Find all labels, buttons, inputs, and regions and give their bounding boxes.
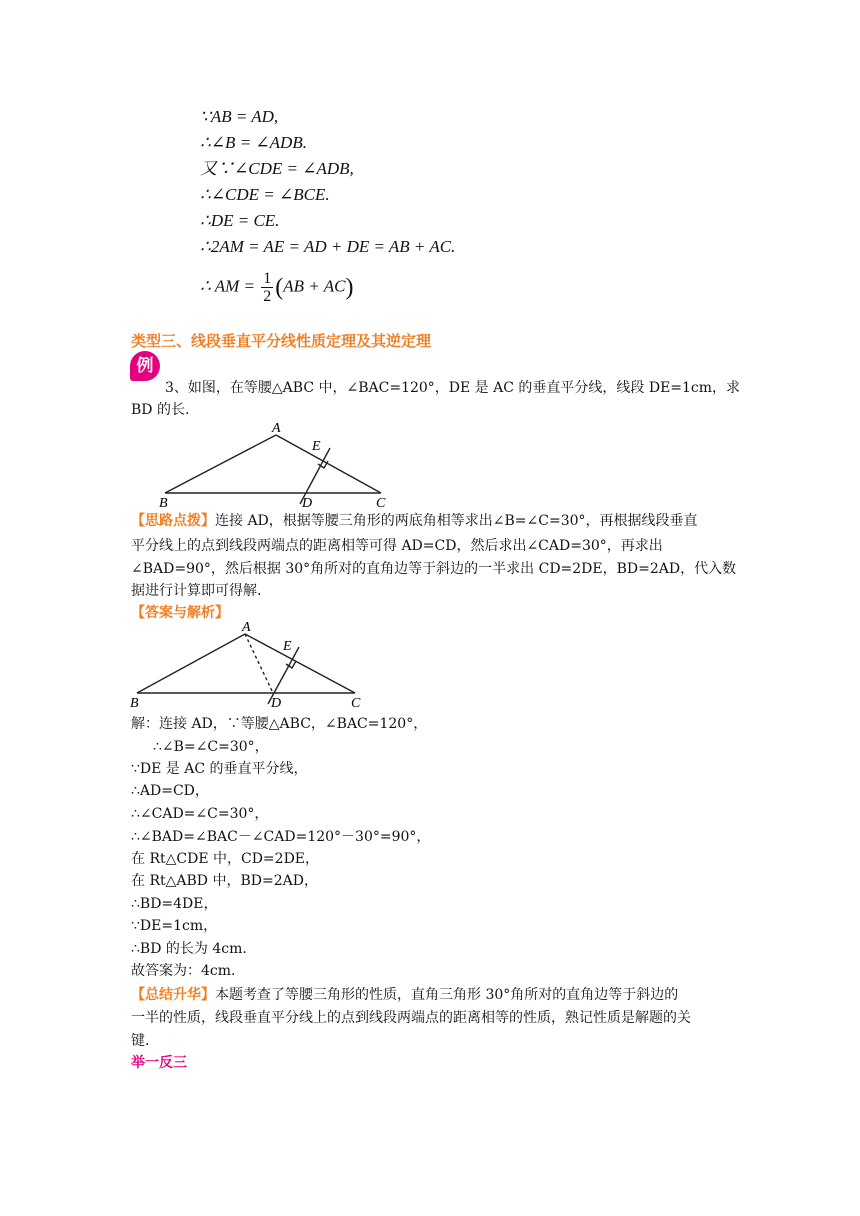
proof-line: ∴2AM = AE = AD + DE = AB + AC. [200, 237, 456, 256]
label-e: E [312, 439, 321, 454]
problem-line-1: 3、如图，在等腰△ABC 中，∠BAC=120°，DE 是 AC 的垂直平分线，线段 DE=1cm，求 [165, 380, 741, 396]
hint-text: 连接 AD，根据等腰三角形的两底角相等求出∠B=∠C=30°，再根据线段垂直 [215, 513, 698, 529]
solution-line: 解：连接 AD，∵等腰△ABC，∠BAC=120°， [131, 716, 428, 732]
problem-line-2: BD 的长. [131, 402, 190, 418]
label-e: E [283, 639, 292, 654]
label-b: B [130, 696, 139, 711]
example-icon: 例 [130, 351, 160, 381]
summary-line-2: 一半的性质，线段垂直平分线上的点到线段两端点的距离相等的性质，熟记性质是解题的关 [131, 1010, 691, 1026]
fraction-denominator: 2 [263, 288, 272, 305]
solution-line: ∴BD=4DE， [131, 896, 218, 912]
proof-line: ∵AB = AD, [200, 107, 279, 126]
solution-line: 在 Rt△CDE 中，CD=2DE， [131, 851, 320, 867]
solution-line: ∴BD 的长为 4cm. [131, 941, 247, 957]
hint-line-3: ∠BAD=90°，然后根据 30°角所对的直角边等于斜边的一半求出 CD=2DE，BD=2AD，代入数 [131, 561, 737, 577]
proof-line: ∴∠B = ∠ADB. [200, 133, 307, 152]
proof-line: ∴DE = CE. [200, 211, 280, 230]
proof-line: 又∵∠CDE = ∠ADB, [200, 159, 354, 178]
summary-line-3: 键. [131, 1033, 150, 1049]
solution-line: ∴∠BAD=∠BAC－∠CAD=120°－30°=90°， [131, 829, 431, 845]
summary-line-1 [131, 984, 678, 1006]
triangle-figure [155, 418, 395, 514]
segment-ad-dashed [245, 634, 273, 693]
solution-figure [125, 617, 370, 713]
label-a: A [242, 620, 251, 635]
solution-line: ∴∠B=∠C=30°， [153, 739, 269, 755]
hint-line-2: 平分线上的点到线段两端点的距离相等可得 AD=CD，然后求出∠CAD=30°，再求出 [131, 538, 663, 554]
label-d: D [271, 696, 282, 711]
practice-title: 举一反三 [131, 1055, 187, 1071]
solution-line: ∴AD=CD， [131, 783, 209, 799]
proof-final-expression: AB + AC [283, 276, 346, 296]
label-c: C [351, 696, 361, 711]
segment-ac [276, 435, 381, 493]
summary-text: 本题考查了等腰三角形的性质，直角三角形 30°角所对的直角边等于斜边的 [215, 987, 679, 1003]
fraction [261, 270, 273, 305]
solution-line: 故答案为：4cm. [131, 963, 236, 979]
solution-line: 在 Rt△ABD 中，BD=2AD， [131, 873, 318, 889]
solution-line: ∵DE 是 AC 的垂直平分线， [131, 761, 308, 777]
section-title: 类型三、线段垂直平分线性质定理及其逆定理 [131, 332, 432, 350]
proof-final-prefix: ∴ AM = [200, 276, 256, 296]
hint-tag: 【思路点拨】 [131, 513, 215, 529]
summary-tag: 【总结升华】 [131, 987, 215, 1003]
hint-line-1 [131, 510, 698, 532]
fraction-numerator: 1 [263, 270, 272, 287]
label-a: A [272, 421, 281, 436]
segment-ac [245, 634, 355, 693]
solution-line: ∴∠CAD=∠C=30°， [131, 806, 269, 822]
segment-ab [165, 435, 276, 493]
label-d: D [302, 496, 313, 511]
label-b: B [159, 496, 168, 511]
proof-final-line: ∴ AM = $\frac{1}{2}$ (AB + AC) [200, 270, 354, 305]
proof-line: ∴∠CDE = ∠BCE. [200, 185, 330, 204]
hint-line-4: 据进行计算即可得解. [131, 583, 262, 599]
segment-ab [137, 634, 245, 693]
solution-line: ∵DE=1cm， [131, 918, 218, 934]
label-c: C [376, 496, 386, 511]
answer-tag: 【答案与解析】 [131, 605, 229, 621]
